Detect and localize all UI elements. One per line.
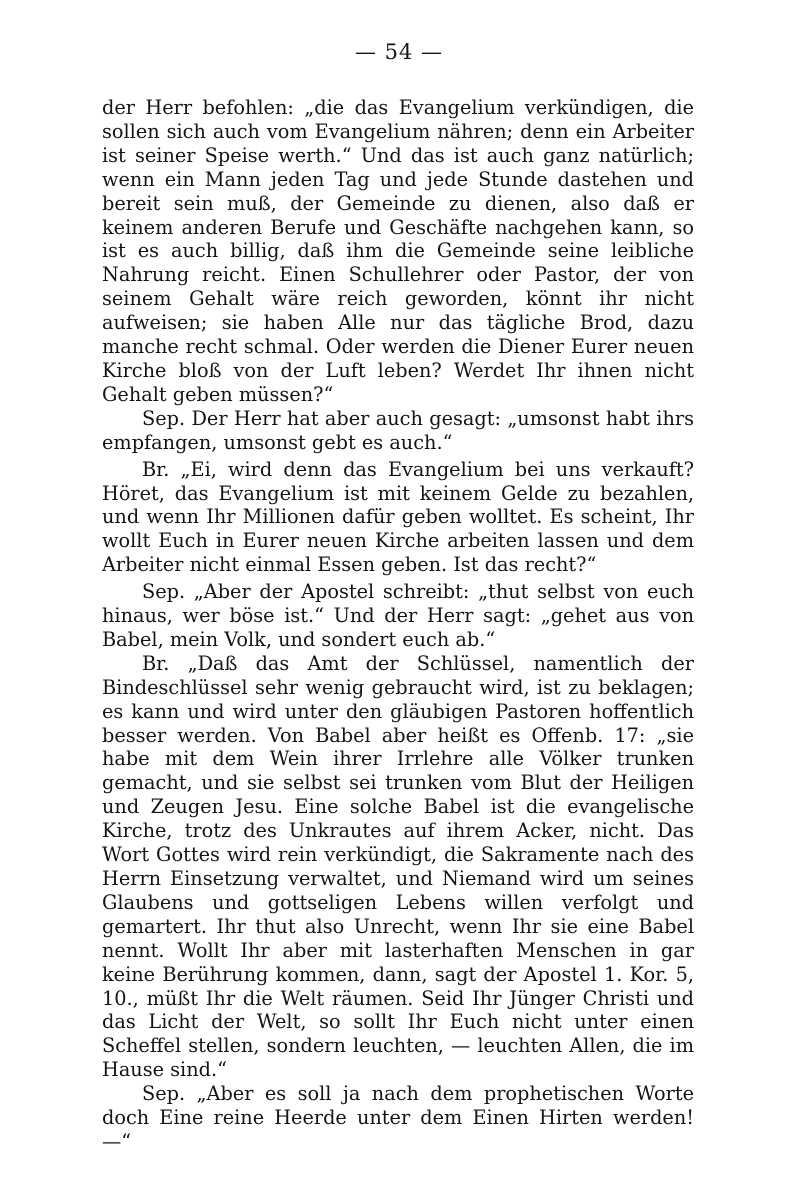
paragraph-2: Sep. Der Herr hat aber auch gesagt: „umsonst habt ihrs empfangen, umsonst gebt es auch.“: [102, 406, 694, 454]
paragraph-4: Sep. „Aber der Apostel schreibt: „thut selbst von euch hinaus, wer böse ist.“ Und der Herr sagt: „gehet aus von Babel, mein Volk, und sondert euch ab.“: [102, 580, 694, 651]
paragraph-5: Br. „Daß das Amt der Schlüssel, namentlich der Bindeschlüssel sehr wenig gebraucht wird, ist zu beklagen; es kann und wird unter den gläubigen Pastoren hoffentlich besser werden. Von Babel aber heißt es Offenb. 17: „sie habe mit dem Wein ihrer Irrlehre alle Völker trunken gemacht, und sie selbst sei trunken vom Blut der Heiligen und Zeugen Jesu. Eine solche Babel ist die evangelische Kirche, trotz des Unkrautes auf ihrem Acker, nicht. Das Wort Gottes wird rein verkündigt, die Sakramente nach des Herrn Einsetzung verwaltet, und Niemand wird um seines Glaubens und gottseligen Lebens willen verfolgt und gemartert. Ihr thut also Unrecht, wenn Ihr sie eine Babel nennt. Wollt Ihr aber mit lasterhaften Menschen in gar keine Berührung kommen, dann, sagt der Apostel 1. Kor. 5, 10., müßt Ihr die Welt räumen. Seid Ihr Jünger Christi und das Licht der Welt, so sollt Ihr Euch nicht unter einen Scheffel stellen, sondern leuchten, — leuchten Allen, die im Hause sind.“: [102, 651, 694, 1082]
body-text: [102, 96, 694, 1154]
paragraph-6: Sep. „Aber es soll ja nach dem prophetischen Worte doch Eine reine Heerde unter dem Einen Hirten werden! —“: [102, 1082, 694, 1153]
page-number: — 54 —: [354, 40, 444, 64]
paragraph-3: Br. „Ei, wird denn das Evangelium bei uns verkauft? Höret, das Evangelium ist mit keinem Gelde zu bezahlen, und wenn Ihr Millionen dafür geben wolltet. Es scheint, Ihr wollt Euch in Eurer neuen Kirche arbeiten lassen und dem Arbeiter nicht einmal Essen geben. Ist das recht?“: [102, 457, 694, 577]
paragraph-1: der Herr befohlen: „die das Evangelium verkündigen, die sollen sich auch vom Evangelium nähren; denn ein Arbeiter ist seiner Speise werth.“ Und das ist auch ganz natürlich; wenn ein Mann jeden Tag und jede Stunde dastehen und bereit sein muß, der Gemeinde zu dienen, also daß er keinem anderen Berufe und Geschäfte nachgehen kann, so ist es auch billig, daß ihm die Gemeinde seine leibliche Nahrung reicht. Einen Schullehrer oder Pastor, der von seinem Gehalt wäre reich geworden, könnt ihr nicht aufweisen; sie haben Alle nur das tägliche Brod, dazu manche recht schmal. Oder werden die Diener Eurer neuen Kirche bloß von der Luft leben? Werdet Ihr ihnen nicht Gehalt geben müssen?“: [102, 96, 694, 406]
